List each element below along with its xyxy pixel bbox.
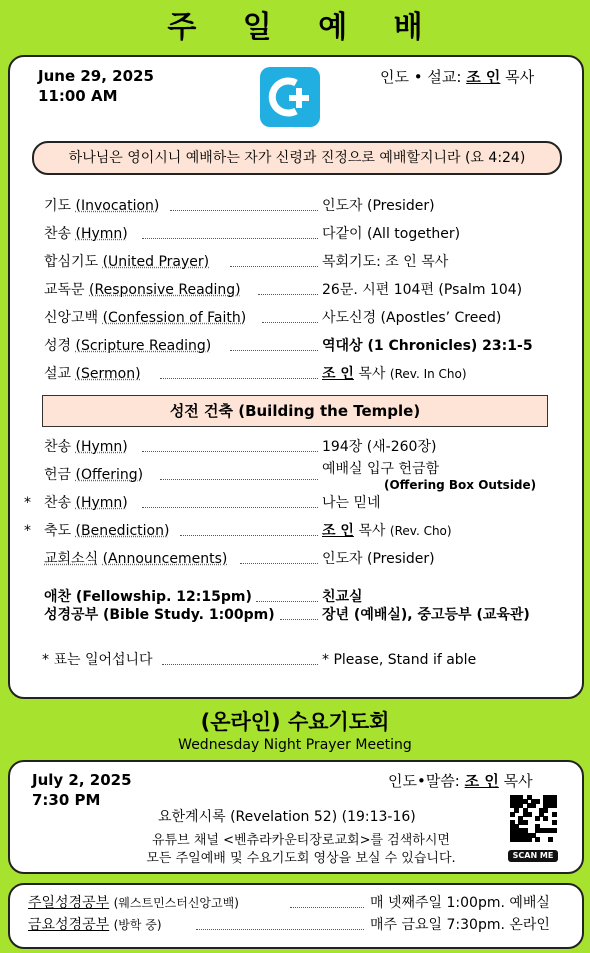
order-value: 나는 믿네 bbox=[322, 495, 381, 511]
bible-study-value: 장년 (예배실), 중고등부 (교육관) bbox=[322, 607, 530, 623]
qr-module bbox=[531, 803, 536, 808]
qr-module bbox=[535, 837, 540, 842]
order-value: 다같이 (All together) bbox=[322, 226, 461, 242]
order-value: 예배실 입구 헌금함 bbox=[322, 461, 440, 477]
youtube-notice-line2: 모든 주일예배 및 수요기도회 영상을 보실 수 있습니다. bbox=[146, 851, 456, 866]
sermon-title: 성전 건축 (Building the Temple) bbox=[42, 395, 548, 427]
qr-module bbox=[523, 820, 528, 825]
wednesday-leader-title: 목사 bbox=[503, 772, 533, 790]
order-label: 교회소식 (Announcements) bbox=[44, 551, 228, 567]
order-value: 인도자 (Presider) bbox=[322, 551, 435, 567]
church-cross-logo-icon bbox=[260, 67, 320, 127]
order-row bbox=[30, 363, 570, 385]
order-value: 역대상 (1 Chronicles) 23:1-5 bbox=[322, 338, 533, 354]
youtube-notice-line1: 유튜브 채널 <벤츄라카운티장로교회>를 검색하시면 bbox=[152, 833, 450, 848]
scripture-verse: 하나님은 영이시니 예배하는 자가 신령과 진정으로 예배할지니라 (요 4:24) bbox=[32, 141, 562, 175]
wednesday-passage: 요한계시록 (Revelation 52) (19:13-16) bbox=[158, 809, 416, 825]
order-label: * 축도 (Benediction) bbox=[24, 523, 170, 539]
preacher-info bbox=[380, 66, 534, 87]
preacher-name: 조 인 bbox=[466, 68, 501, 86]
study-row bbox=[28, 892, 568, 914]
wednesday-leader-label: 인도•말씀: bbox=[388, 772, 460, 790]
order-value: 조 인 목사 (Rev. In Cho) bbox=[322, 366, 467, 382]
wednesday-subtitle: Wednesday Night Prayer Meeting bbox=[178, 737, 412, 753]
order-value: 194장 (새-260장) bbox=[322, 439, 437, 455]
order-label: 찬송 (Hymn) bbox=[44, 226, 128, 242]
preacher-label: 인도 • 설교: bbox=[380, 68, 462, 86]
order-label: 설교 (Sermon) bbox=[44, 366, 141, 382]
service-time: 11:00 AM bbox=[38, 87, 118, 105]
fellowship-row bbox=[30, 588, 570, 606]
wednesday-leader-name: 조 인 bbox=[464, 772, 499, 790]
order-row bbox=[24, 520, 570, 542]
order-row bbox=[30, 548, 570, 570]
study-value: 매 넷째주일 1:00pm. 예배실 bbox=[370, 895, 550, 911]
order-row bbox=[30, 279, 570, 301]
order-value: 인도자 (Presider) bbox=[322, 198, 435, 214]
order-row bbox=[30, 195, 570, 217]
study-value: 매주 금요일 7:30pm. 온라인 bbox=[370, 917, 550, 933]
qr-module bbox=[527, 837, 532, 842]
page-title: 주 일 예 배 bbox=[167, 10, 441, 45]
bible-study-row bbox=[30, 606, 570, 624]
order-label: 신앙고백 (Confession of Faith) bbox=[44, 310, 247, 326]
wednesday-leader bbox=[388, 770, 533, 791]
order-label: 성경 (Scripture Reading) bbox=[44, 338, 212, 354]
qr-module bbox=[548, 837, 553, 842]
order-value: 조 인 목사 (Rev. Cho) bbox=[322, 523, 452, 539]
order-label: 찬송 (Hymn) bbox=[44, 439, 128, 455]
order-row bbox=[30, 436, 570, 458]
qr-module bbox=[552, 812, 557, 817]
order-label: * 찬송 (Hymn) bbox=[24, 495, 128, 511]
fellowship-value: 친교실 bbox=[322, 589, 363, 605]
order-label: 교독문 (Responsive Reading) bbox=[44, 282, 241, 298]
order-value: 사도신경 (Apostles’ Creed) bbox=[322, 310, 502, 326]
order-row bbox=[24, 492, 570, 514]
bible-study-label: 성경공부 (Bible Study. 1:00pm) bbox=[44, 607, 275, 623]
order-value-note: (Offering Box Outside) bbox=[384, 478, 537, 492]
wednesday-time: 7:30 PM bbox=[32, 791, 101, 809]
qr-module bbox=[510, 812, 515, 817]
qr-code-icon[interactable] bbox=[510, 795, 556, 841]
qr-module bbox=[552, 820, 557, 825]
standing-note-ko: * 표는 일어섭니다 bbox=[42, 652, 153, 668]
qr-module bbox=[552, 803, 557, 808]
study-row bbox=[28, 914, 568, 936]
wednesday-title: (온라인) 수요기도회 bbox=[200, 710, 390, 734]
fellowship-label: 애찬 (Fellowship. 12:15pm) bbox=[44, 589, 252, 605]
order-label: 헌금 (Offering) bbox=[44, 467, 144, 483]
wednesday-date: July 2, 2025 bbox=[32, 771, 132, 789]
order-label: 합심기도 (United Prayer) bbox=[44, 254, 210, 270]
qr-module bbox=[527, 812, 532, 817]
qr-module bbox=[543, 816, 548, 821]
standing-note-row bbox=[30, 649, 570, 671]
order-value: 26문. 시편 104편 (Psalm 104) bbox=[322, 282, 523, 298]
service-date: June 29, 2025 bbox=[38, 67, 154, 85]
order-row bbox=[30, 307, 570, 329]
preacher-title: 목사 bbox=[505, 68, 535, 86]
study-label: 주일성경공부 (웨스트민스터신앙고백) bbox=[28, 895, 239, 911]
scan-me-label: SCAN ME bbox=[508, 850, 558, 862]
order-row bbox=[30, 223, 570, 245]
qr-module bbox=[552, 828, 557, 833]
order-row bbox=[30, 335, 570, 357]
order-row bbox=[30, 461, 570, 492]
order-label: 기도 (Invocation) bbox=[44, 198, 160, 214]
standing-note-en: * Please, Stand if able bbox=[322, 652, 477, 668]
qr-module bbox=[535, 816, 540, 821]
study-label: 금요성경공부 (방학 중) bbox=[28, 917, 162, 933]
order-value: 목회기도: 조 인 목사 bbox=[322, 254, 449, 270]
order-row bbox=[30, 251, 570, 273]
